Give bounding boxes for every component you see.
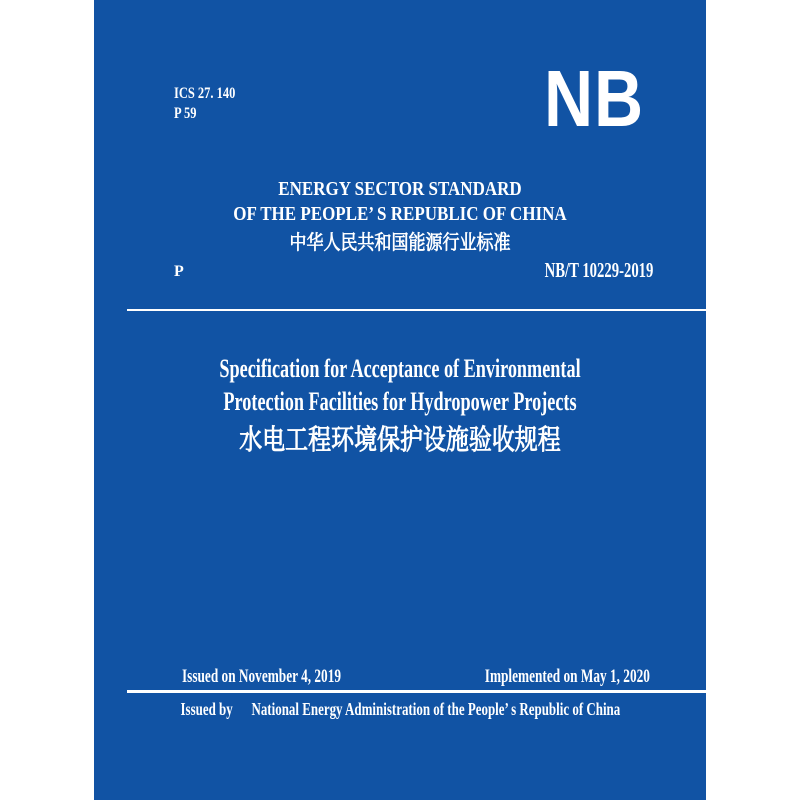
implemented-date: Implemented on May 1, 2020 (484, 666, 650, 687)
standard-name-en-line1: ENERGY SECTOR STANDARD (278, 178, 522, 200)
standard-name-cn: 中华人民共和国能源行业标准 (289, 232, 511, 254)
issued-by-organization: National Energy Administration of the People’ s Republic of China (251, 699, 620, 719)
footer-divider-line (127, 690, 706, 693)
issued-date: Issued on November 4, 2019 (182, 666, 341, 687)
ics-code: ICS 27. 140 (174, 85, 236, 102)
standard-cover-page (94, 0, 706, 800)
standard-number: NB/T 10229-2019 (544, 258, 653, 282)
document-title-block (94, 352, 706, 458)
ics-classification-block (174, 84, 235, 124)
title-en-line2: Protection Facilities for Hydropower Projects (223, 387, 577, 416)
standard-org-heading (94, 177, 706, 255)
issued-by-label: Issued by (180, 699, 233, 719)
issued-by-row (94, 698, 706, 720)
issued-by-inner (180, 698, 620, 720)
title-en-line1: Specification for Acceptance of Environmental (219, 354, 581, 383)
nb-logo: NB (544, 54, 644, 143)
header-divider-line (127, 309, 706, 311)
category-letter: P (174, 263, 184, 280)
standard-name-en-line2: OF THE PEOPLE’ S REPUBLIC OF CHINA (233, 203, 567, 225)
classification-code: P 59 (174, 105, 197, 122)
title-cn: 水电工程环境保护设施验收规程 (239, 425, 561, 456)
